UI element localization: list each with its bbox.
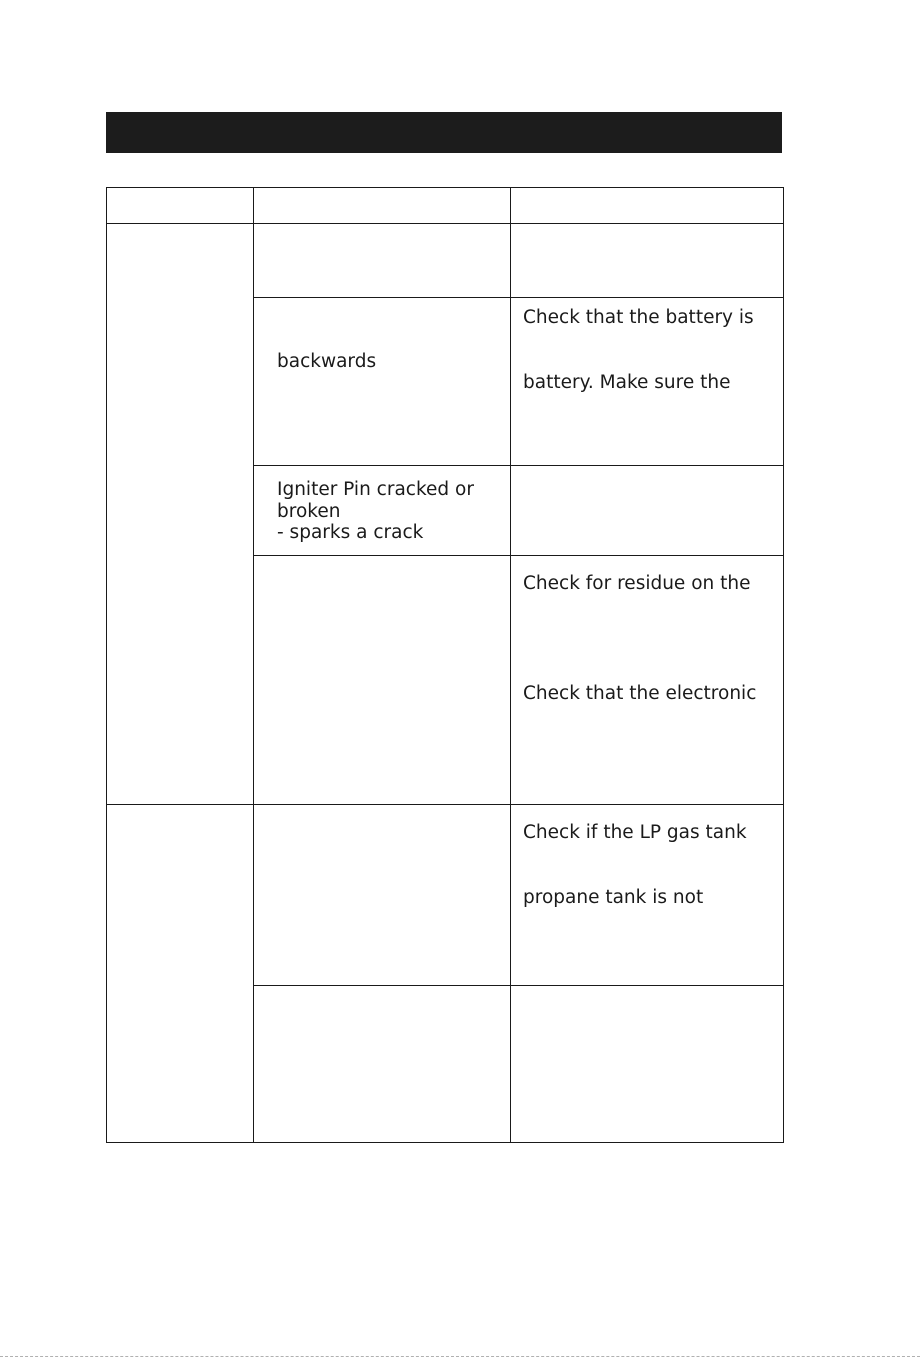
header-cause [254, 188, 511, 224]
section-header-bar [106, 112, 782, 153]
solution-cell [511, 986, 784, 1143]
solution-cell [511, 805, 784, 986]
cause-cell [254, 805, 511, 986]
cause-text: backwards [277, 351, 377, 372]
solution-cell [511, 298, 784, 466]
cause-cell [254, 466, 511, 556]
solution-text: Check if the LP gas tank [523, 822, 747, 843]
solution-text: battery. Make sure the [523, 372, 731, 393]
solution-cell [511, 224, 784, 298]
cause-cell [254, 224, 511, 298]
problem-cell-2 [107, 805, 254, 1143]
cause-text: broken [277, 501, 341, 522]
header-problem [107, 188, 254, 224]
solution-text: Check that the battery is [523, 307, 754, 328]
solution-text: propane tank is not [523, 887, 704, 908]
cause-cell [254, 986, 511, 1143]
troubleshooting-table [106, 187, 784, 1143]
table-header-row [107, 188, 784, 224]
table-row [107, 224, 784, 298]
header-solution [511, 188, 784, 224]
problem-cell-1 [107, 224, 254, 805]
table-row [107, 805, 784, 986]
cause-cell [254, 298, 511, 466]
page-bottom-rule [0, 1356, 920, 1357]
solution-text: Check that the electronic [523, 683, 757, 704]
cause-text: - sparks a crack [277, 522, 424, 543]
solution-cell [511, 466, 784, 556]
cause-cell [254, 556, 511, 805]
cause-text: Igniter Pin cracked or [277, 479, 474, 500]
solution-text: Check for residue on the [523, 573, 751, 594]
solution-cell [511, 556, 784, 805]
